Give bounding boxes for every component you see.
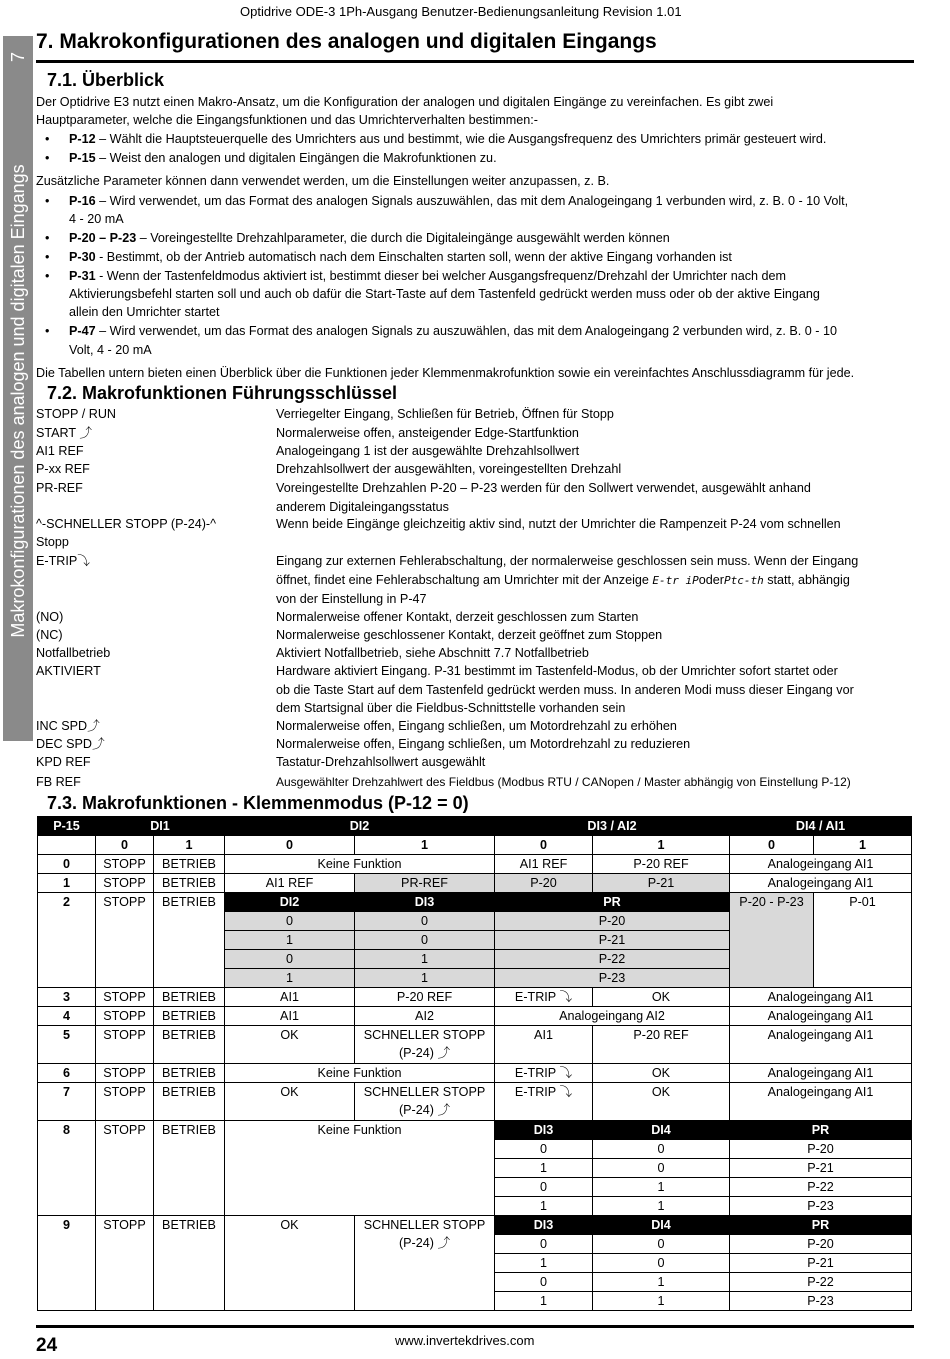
- table-cell: BETRIEB: [154, 1026, 225, 1064]
- table-cell: P-23: [730, 1197, 912, 1216]
- table-cell: P-20: [495, 874, 593, 893]
- subheader-cell: PR: [730, 1216, 912, 1235]
- intro-line-1: Der Optidrive E3 nutzt einen Makro-Ansatz, um die Konfiguration der analogen und digitalen Eingänge zu vereinfachen. Es gibt zwei: [36, 95, 774, 109]
- bullet-text: - Wenn der Tastenfeldmodus aktiviert ist, bestimmt dieser bei welcher Ausgangsfrequenz/Drehzahl der Umrichter nach dem: [95, 269, 787, 283]
- key-term: PR-REF: [36, 481, 83, 495]
- table-cell: AI1: [225, 1007, 355, 1026]
- table-cell: Keine Funktion: [225, 1064, 495, 1083]
- table-cell: Analogeingang AI1: [730, 1083, 912, 1121]
- section-7-3-heading: 7.3. Makrofunktionen - Klemmenmodus (P-12 = 0): [47, 793, 469, 813]
- table-cell: [355, 1216, 495, 1311]
- table-cell: Analogeingang AI1: [730, 1064, 912, 1083]
- param-code: P-15: [69, 151, 96, 165]
- key-term: ^-SCHNELLER STOPP (P-24)-^: [36, 517, 217, 531]
- page-number: 24: [36, 1335, 58, 1356]
- table-cell: P-21: [495, 931, 730, 950]
- key-description: Verriegelter Eingang, Schließen für Betrieb, Öffnen für Stopp: [276, 407, 614, 421]
- state-cell: 1: [814, 836, 912, 855]
- bullet-icon: •: [45, 324, 50, 338]
- key-description-cont2: von der Einstellung in P-47: [276, 592, 427, 606]
- key-term: FB REF: [36, 775, 81, 789]
- bullet-icon: •: [45, 151, 50, 165]
- table-cell: P-20 REF: [593, 855, 730, 874]
- table-cell: Keine Funktion: [225, 855, 495, 874]
- table-cell: OK: [225, 1083, 355, 1121]
- table-cell: STOPP: [96, 1216, 154, 1311]
- subheader-cell: DI3: [495, 1216, 593, 1235]
- key-term: P-xx REF: [36, 462, 90, 476]
- display-readout: Ptc-th: [723, 574, 764, 587]
- header-di3-ai2: DI3 / AI2: [495, 817, 730, 836]
- table-row: [38, 874, 912, 893]
- macro-number: 4: [38, 1007, 96, 1026]
- table-row: [38, 1026, 912, 1064]
- key-term-cont: Stopp: [36, 535, 69, 549]
- table-cell: AI1 REF: [225, 874, 355, 893]
- chapter-side-title: Makrokonfigurationen des analogen und digitalen Eingangs: [8, 164, 28, 638]
- table-cell: 0: [495, 1273, 593, 1292]
- running-header: Optidrive ODE-3 1Ph-Ausgang Benutzer-Bedienungsanleitung Revision 1.01: [240, 4, 682, 19]
- key-term: START ⤴: [36, 426, 92, 440]
- key-term: Notfallbetrieb: [36, 646, 111, 660]
- table-cell: Analogeingang AI1: [730, 855, 912, 874]
- key-description: Wenn beide Eingänge gleichzeitig aktiv sind, nutzt der Umrichter die Rampenzeit P-24 vom schnellen: [276, 517, 841, 531]
- table-cell: P-20: [730, 1235, 912, 1254]
- macro-number: 6: [38, 1064, 96, 1083]
- bullet-icon: •: [45, 132, 50, 146]
- section-7-1-heading: 7.1. Überblick: [47, 70, 165, 90]
- table-cell: BETRIEB: [154, 1007, 225, 1026]
- table-cell: 1: [225, 969, 355, 988]
- table-cell: P-21: [730, 1254, 912, 1273]
- header-p15: P-15: [38, 817, 96, 836]
- bullet-text: – Voreingestellte Drehzahlparameter, die durch die Digitaleingänge ausgewählt werden können: [136, 231, 670, 245]
- cell-line: SCHNELLER STOPP: [363, 1028, 486, 1042]
- key-description: Normalerweise offen, Eingang schließen, um Motordrehzahl zu erhöhen: [276, 719, 677, 733]
- bullet-text: – Weist den analogen und digitalen Eingängen die Makrofunktionen zu.: [95, 151, 497, 165]
- table-cell: P-22: [495, 950, 730, 969]
- table-cell: STOPP: [96, 893, 154, 988]
- table-cell: 0: [225, 912, 355, 931]
- key-term: (NO): [36, 610, 64, 624]
- footer-url: www.invertekdrives.com: [395, 1333, 535, 1348]
- macro-number: 7: [38, 1083, 96, 1121]
- bullet-icon: •: [45, 194, 50, 208]
- table-cell: 0: [593, 1254, 730, 1273]
- table-cell: 1: [495, 1254, 593, 1273]
- table-row: [38, 855, 912, 874]
- table-row: [38, 1083, 912, 1121]
- table-cell: 1: [495, 1197, 593, 1216]
- subheader-cell: DI3: [495, 1121, 593, 1140]
- table-cell: BETRIEB: [154, 1064, 225, 1083]
- table-cell: 0: [593, 1140, 730, 1159]
- bullet-text: - Bestimmt, ob der Antrieb automatisch nach dem Einschalten starten soll, wenn der aktive Eingang vorhanden ist: [95, 250, 732, 264]
- table-cell: P-22: [730, 1178, 912, 1197]
- table-cell: STOPP: [96, 855, 154, 874]
- title-rule: [36, 60, 914, 63]
- key-term: INC SPD⤴: [36, 719, 100, 733]
- param-code: P-31: [69, 269, 96, 283]
- table-cell: 1: [593, 1273, 730, 1292]
- state-cell: 0: [96, 836, 154, 855]
- state-cell: 0: [495, 836, 593, 855]
- table-cell: 1: [225, 931, 355, 950]
- table-cell: P-20 - P-23: [730, 893, 814, 988]
- table-cell: STOPP: [96, 1007, 154, 1026]
- header-di4-ai1: DI4 / AI1: [730, 817, 912, 836]
- table-cell: BETRIEB: [154, 893, 225, 988]
- key-term: KPD REF: [36, 755, 91, 769]
- bullet-p47-cont: Volt, 4 - 20 mA: [69, 343, 152, 357]
- table-cell: E-TRIP ⤵: [495, 1083, 593, 1121]
- subheader-cell: PR: [495, 893, 730, 912]
- table-cell: Analogeingang AI1: [730, 874, 912, 893]
- key-term: STOPP / RUN: [36, 407, 117, 421]
- table-row: [38, 1064, 912, 1083]
- table-cell: 0: [225, 950, 355, 969]
- macro-number: 5: [38, 1026, 96, 1064]
- table-cell: STOPP: [96, 1064, 154, 1083]
- subheader-cell: DI3: [355, 893, 495, 912]
- table-cell: P-21: [730, 1159, 912, 1178]
- cell-line: (P-24) ⤴: [398, 1103, 451, 1117]
- table-cell: 1: [593, 1197, 730, 1216]
- bullet-p15: [45, 149, 497, 168]
- display-readout: E-tr iP: [652, 574, 699, 587]
- table-cell: 0: [495, 1235, 593, 1254]
- closing-paragraph: Die Tabellen untern bieten einen Überblick über die Funktionen jeder Klemmenmakrofunktion sowie ein vereinfachtes Anschlussdiagramm für jede.: [36, 366, 855, 380]
- key-description-cont2: dem Startsignal über die Fieldbus-Schnittstelle vorhanden sein: [276, 701, 626, 715]
- param-code: P-20 – P-23: [69, 231, 137, 245]
- bullet-icon: •: [45, 269, 50, 283]
- bullet-text: – Wählt die Hauptsteuerquelle des Umrichters aus und bestimmt, wie die Ausgangsfrequenz des Umrichters primär gesteuert wird.: [95, 132, 827, 146]
- key-term: E-TRIP⤵: [36, 554, 90, 568]
- key-description: Normalerweise offen, ansteigender Edge-Startfunktion: [276, 426, 579, 440]
- subheader-cell: DI4: [593, 1216, 730, 1235]
- table-cell: P-23: [730, 1292, 912, 1311]
- table-cell: 0: [355, 931, 495, 950]
- bullet-icon: •: [45, 231, 50, 245]
- state-cell: 1: [154, 836, 225, 855]
- table-cell: 0: [593, 1235, 730, 1254]
- table-row: [38, 1121, 912, 1140]
- table-cell: BETRIEB: [154, 988, 225, 1007]
- table-cell: E-TRIP ⤵: [495, 1064, 593, 1083]
- macro-number: 2: [38, 893, 96, 988]
- table-cell: PR-REF: [355, 874, 495, 893]
- table-cell: STOPP: [96, 1083, 154, 1121]
- key-description-cont: ob die Taste Start auf dem Tastenfeld gedrückt werden muss. In anderen Modi muss dieser Eingang vor: [276, 683, 854, 697]
- table-cell: OK: [225, 1216, 355, 1311]
- table-cell: 1: [593, 1292, 730, 1311]
- table-cell: P-23: [495, 969, 730, 988]
- table-cell: P-01: [814, 893, 912, 988]
- macro-table: [37, 816, 912, 1311]
- key-description: Aktiviert Notfallbetrieb, siehe Abschnitt 7.7 Notfallbetrieb: [276, 646, 589, 660]
- bullet-p12: [45, 130, 827, 149]
- table-cell: AI2: [355, 1007, 495, 1026]
- bullet-p31-cont2: allein den Umrichter startet: [69, 305, 220, 319]
- table-cell: 0: [495, 1178, 593, 1197]
- chapter-number: 7: [7, 52, 28, 63]
- key-description: Tastatur-Drehzahlsollwert ausgewählt: [276, 755, 486, 769]
- key-description: Eingang zur externen Fehlerabschaltung, der normalerweise geschlossen sein muss. Wenn der Eingang: [276, 554, 859, 568]
- description-fragment: öffnet, findet eine Fehlerabschaltung am Umrichter mit der Anzeige: [276, 573, 653, 587]
- state-cell: 1: [355, 836, 495, 855]
- key-description-cont: anderem Digitaleingangsstatus: [276, 500, 449, 514]
- bullet-p47: [45, 322, 837, 341]
- key-term: (NC): [36, 628, 63, 642]
- table-row: [38, 988, 912, 1007]
- bullet-p31: [45, 267, 787, 286]
- subheader-cell: PR: [730, 1121, 912, 1140]
- table-cell: Analogeingang AI1: [730, 1007, 912, 1026]
- key-description: Normalerweise offen, Eingang schließen, um Motordrehzahl zu reduzieren: [276, 737, 691, 751]
- table-row: [38, 1216, 912, 1235]
- cell-line: (P-24) ⤴: [398, 1046, 451, 1060]
- bullet-text: – Wird verwendet, um das Format des analogen Signals zu auszuwählen, das mit dem Analogeingang 2 verbunden wird, z. B. 0 - 10: [95, 324, 837, 338]
- chapter-title: 7. Makrokonfigurationen des analogen und digitalen Eingangs: [36, 30, 657, 53]
- table-cell: BETRIEB: [154, 1121, 225, 1216]
- table-cell: AI1 REF: [495, 855, 593, 874]
- param-code: P-16: [69, 194, 96, 208]
- description-fragment: statt, abhängig: [763, 573, 850, 587]
- table-state-row: [38, 836, 912, 855]
- table-cell: BETRIEB: [154, 874, 225, 893]
- table-cell: 1: [355, 950, 495, 969]
- state-cell: [38, 836, 96, 855]
- table-cell: 1: [495, 1292, 593, 1311]
- bullet-p30: [45, 248, 732, 267]
- table-row: [38, 1007, 912, 1026]
- table-cell: P-20: [730, 1140, 912, 1159]
- macro-number: 3: [38, 988, 96, 1007]
- table-cell: 0: [495, 1140, 593, 1159]
- macro-number: 8: [38, 1121, 96, 1216]
- table-cell: OK: [593, 988, 730, 1007]
- bullet-icon: •: [45, 250, 50, 264]
- cell-line: SCHNELLER STOPP: [363, 1085, 486, 1099]
- table-cell: P-20: [495, 912, 730, 931]
- table-cell: STOPP: [96, 988, 154, 1007]
- table-cell: 0: [355, 912, 495, 931]
- table-cell: [355, 1083, 495, 1121]
- key-description: Normalerweise offener Kontakt, derzeit geschlossen zum Starten: [276, 610, 639, 624]
- subheader-cell: DI4: [593, 1121, 730, 1140]
- key-description: Hardware aktiviert Eingang. P-31 bestimmt im Tastenfeld-Modus, ob der Umrichter sofort startet oder: [276, 664, 838, 678]
- macro-number: 9: [38, 1216, 96, 1311]
- cell-line: SCHNELLER STOPP: [363, 1218, 486, 1232]
- table-cell: STOPP: [96, 1026, 154, 1064]
- table-cell: 1: [355, 969, 495, 988]
- bullet-p16-cont: 4 - 20 mA: [69, 212, 124, 226]
- subheader-cell: DI2: [225, 893, 355, 912]
- param-code: P-12: [69, 132, 96, 146]
- key-description-cont: [276, 571, 850, 591]
- table-cell: OK: [593, 1064, 730, 1083]
- bullet-p16: [45, 192, 849, 211]
- table-cell: P-20 REF: [355, 988, 495, 1007]
- key-description: Normalerweise geschlossener Kontakt, derzeit geöffnet zum Stoppen: [276, 628, 663, 642]
- table-cell: Keine Funktion: [225, 1121, 495, 1216]
- table-cell: OK: [593, 1083, 730, 1121]
- table-cell: P-22: [730, 1273, 912, 1292]
- intro-line-2: Hauptparameter, welche die Eingangsfunktionen und das Umrichterverhalten bestimmen:-: [36, 113, 538, 127]
- table-cell: AI1: [225, 988, 355, 1007]
- table-cell: BETRIEB: [154, 1083, 225, 1121]
- macro-number: 1: [38, 874, 96, 893]
- param-code: P-30: [69, 250, 96, 264]
- table-cell: STOPP: [96, 874, 154, 893]
- key-description: Ausgewählter Drehzahlwert des Fieldbus (Modbus RTU / CANopen / Master abhängig von Einstellung P-12): [276, 775, 851, 789]
- table-cell: BETRIEB: [154, 855, 225, 874]
- header-di1: DI1: [96, 817, 225, 836]
- table-cell: P-21: [593, 874, 730, 893]
- macro-number: 0: [38, 855, 96, 874]
- state-cell: 1: [593, 836, 730, 855]
- cell-line: (P-24) ⤴: [398, 1236, 451, 1250]
- table-cell: 1: [593, 1178, 730, 1197]
- key-description: Analogeingang 1 ist der ausgewählte Drehzahlsollwert: [276, 444, 580, 458]
- key-term: AKTIVIERT: [36, 664, 101, 678]
- table-cell: Analogeingang AI1: [730, 988, 912, 1007]
- table-cell: STOPP: [96, 1121, 154, 1216]
- footer-rule: [36, 1325, 914, 1328]
- table-cell: 1: [495, 1159, 593, 1178]
- bullet-p31-cont: Aktivierungsbefehl starten soll und auch ob dafür die Start-Taste auf dem Tastenfeld gedrückt werden muss oder ob der aktive Eingang: [69, 287, 820, 301]
- key-description: Voreingestellte Drehzahlen P-20 – P-23 werden für den Sollwert verwendet, ausgewählt anhand: [276, 481, 811, 495]
- state-cell: 0: [225, 836, 355, 855]
- chapter-side-tab: [3, 36, 33, 741]
- extra-params-intro: Zusätzliche Parameter können dann verwendet werden, um die Einstellungen weiter anzupassen, z. B.: [36, 174, 610, 188]
- key-description: Drehzahlsollwert der ausgewählten, voreingestellten Drehzahl: [276, 462, 622, 476]
- table-cell: AI1: [495, 1026, 593, 1064]
- table-cell: BETRIEB: [154, 1216, 225, 1311]
- table-row: [38, 893, 912, 912]
- bullet-p20-p23: [45, 229, 670, 248]
- bullet-text: – Wird verwendet, um das Format des analogen Signals auszuwählen, das mit dem Analogeingang 1 verbunden wird, z. B. 0 - 10 Volt,: [95, 194, 849, 208]
- table-cell: OK: [225, 1026, 355, 1064]
- param-code: P-47: [69, 324, 96, 338]
- header-di2: DI2: [225, 817, 495, 836]
- description-fragment: oder: [698, 573, 724, 587]
- table-cell: Analogeingang AI2: [495, 1007, 730, 1026]
- state-cell: 0: [730, 836, 814, 855]
- table-cell: E-TRIP ⤵: [495, 988, 593, 1007]
- key-term: AI1 REF: [36, 444, 84, 458]
- table-header-row: [38, 817, 912, 836]
- table-cell: [355, 1026, 495, 1064]
- table-cell: 0: [593, 1159, 730, 1178]
- table-cell: P-20 REF: [593, 1026, 730, 1064]
- key-term: DEC SPD⤴: [36, 737, 105, 751]
- section-7-2-heading: 7.2. Makrofunktionen Führungsschlüssel: [47, 383, 398, 403]
- table-cell: Analogeingang AI1: [730, 1026, 912, 1064]
